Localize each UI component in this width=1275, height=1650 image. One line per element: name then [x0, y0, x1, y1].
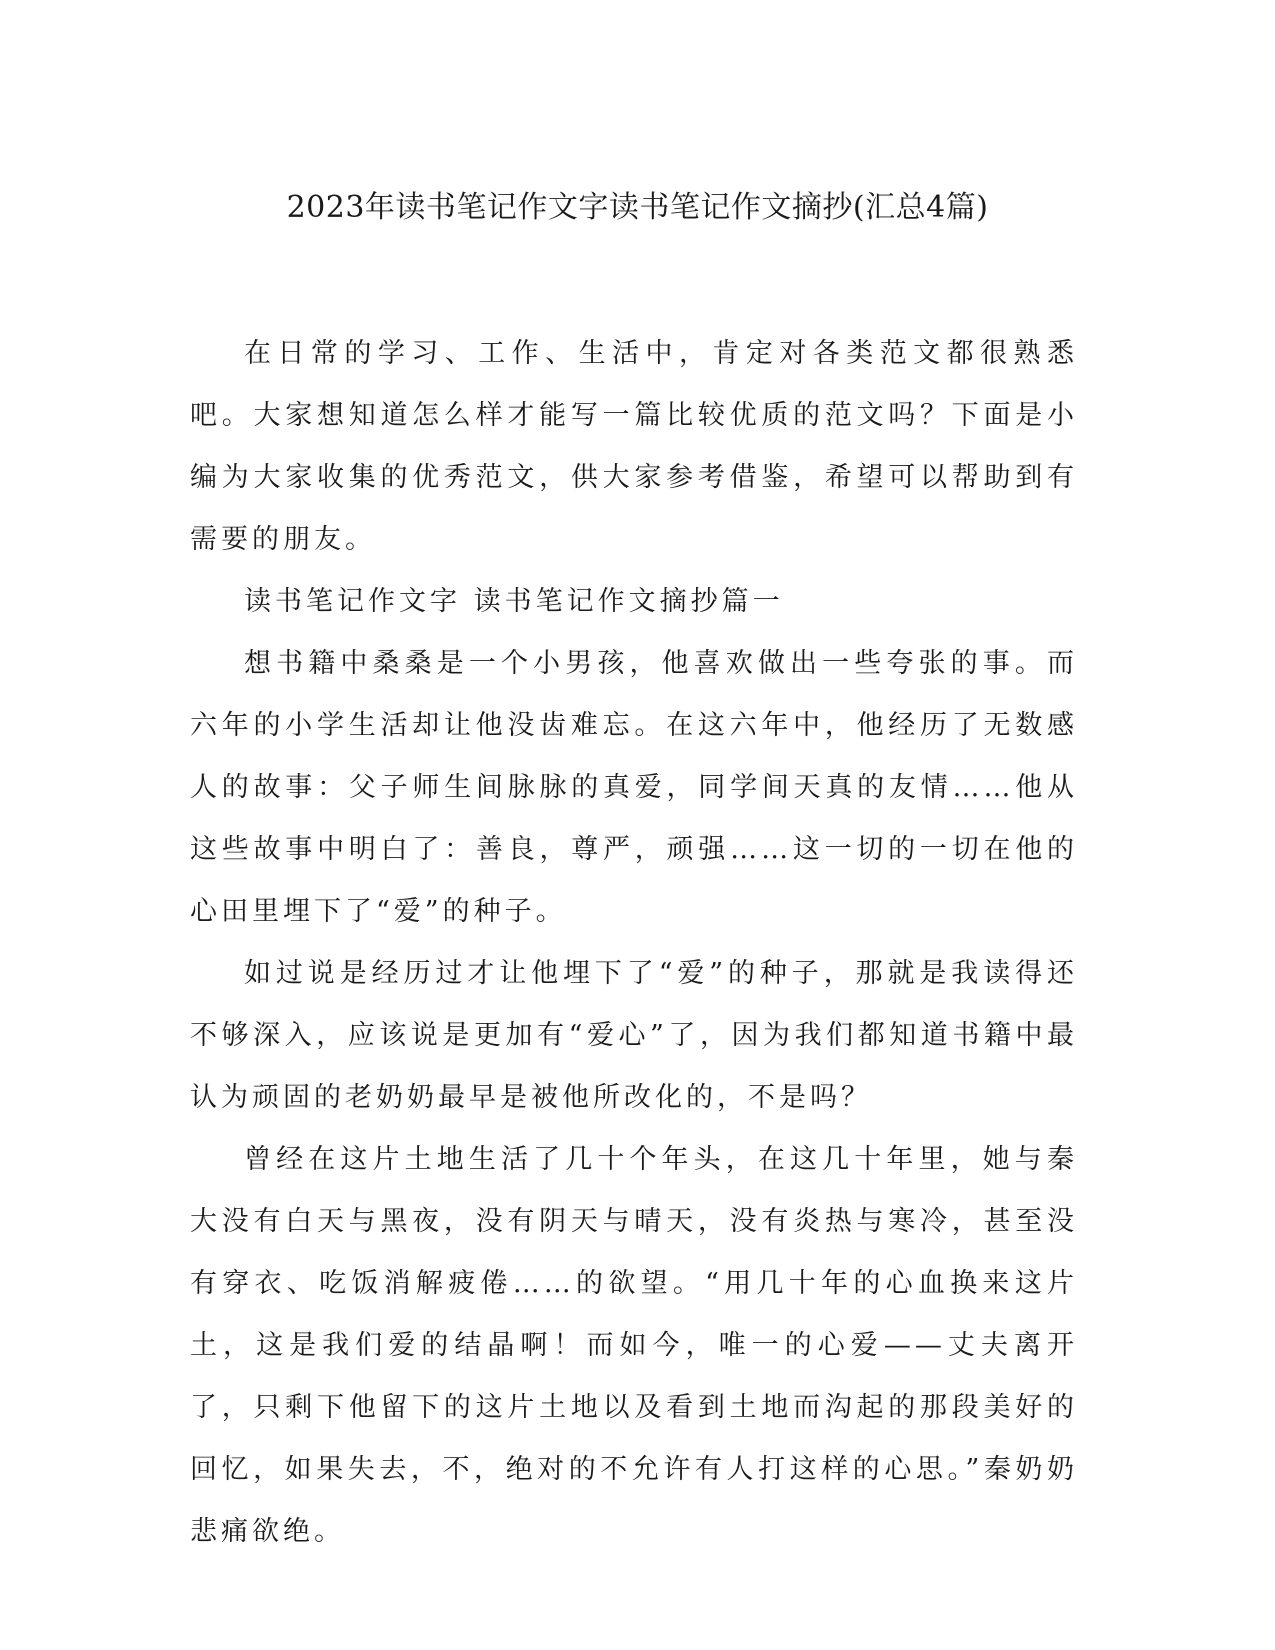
section-heading: 读书笔记作文字 读书笔记作文摘抄篇一 [244, 586, 784, 617]
paragraph-3: 曾经在这片土地生活了几十个年头，在这几十年里，她与秦大没有白天与黑夜，没有阴天与晴天，没有炎热与寒冷，甚至没有穿衣、吃饭消解疲倦……的欲望。“用几十年的心血换来这片土，这是我们爱的结晶啊！而如今，唯一的心爱——丈夫离开了，只剩下他留下的这片土地以及看到土地而沟起的那段美好的回忆，如果失去，不，绝对的不允许有人打这样的心思。”秦奶奶悲痛欲绝。 [190, 1144, 1078, 1547]
paragraph-intro: 在日常的学习、工作、生活中，肯定对各类范文都很熟悉吧。大家想知道怎么样才能写一篇比较优质的范文吗？下面是小编为大家收集的优秀范文，供大家参考借鉴，希望可以帮助到有需要的朋友。 [190, 338, 1078, 555]
paragraph-2: 如过说是经历过才让他埋下了“爱”的种子，那就是我读得还不够深入，应该说是更加有“爱心”了，因为我们都知道书籍中最认为顽固的老奶奶最早是被他所改化的，不是吗？ [190, 958, 1078, 1113]
document-title: 2023年读书笔记作文字读书笔记作文摘抄(汇总4篇) [286, 190, 989, 225]
document-body [190, 323, 1078, 1563]
paragraph-1: 想书籍中桑桑是一个小男孩，他喜欢做出一些夸张的事。而六年的小学生活却让他没齿难忘。在这六年中，他经历了无数感人的故事：父子师生间脉脉的真爱，同学间天真的友情……他从这些故事中明白了：善良，尊严，顽强……这一切的一切在他的心田里埋下了“爱”的种子。 [190, 648, 1078, 927]
